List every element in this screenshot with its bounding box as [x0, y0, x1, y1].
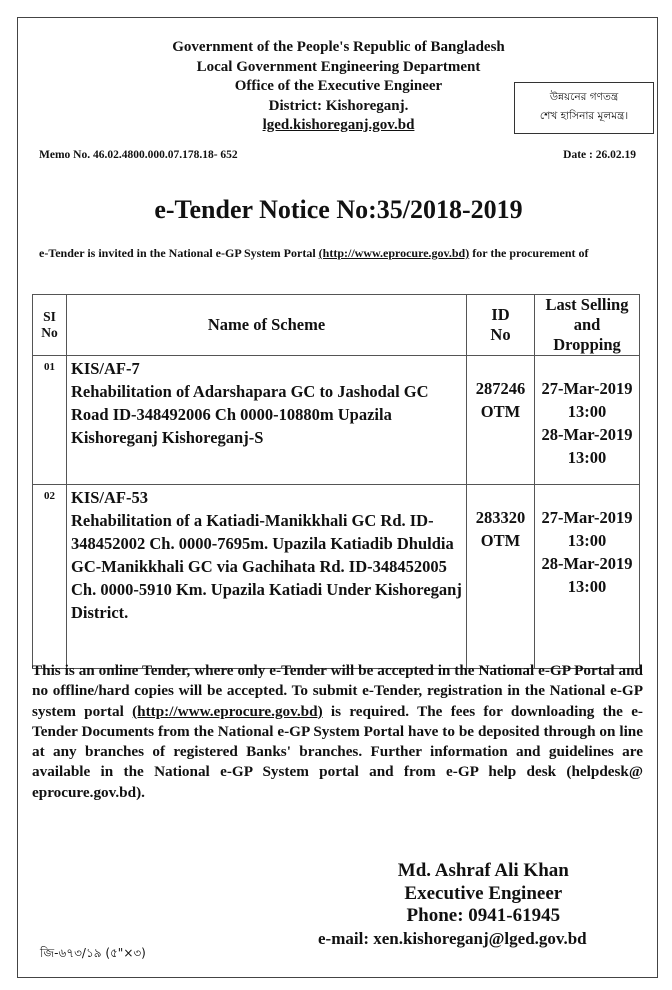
- header-id-line-2: No: [490, 325, 511, 344]
- notice-frame: [17, 17, 658, 978]
- signatory-name: Md. Ashraf Ali Khan: [397, 860, 569, 881]
- instructions-part-2: is required. The fees for downloading the e-Tender Documents from the National e-GP System Portal have to be deposited through on line at any branches of registered Banks' branches. Further information and guidelines are available in the National e-GP System portal and from e-GP help desk (helpdesk@ eprocure.gov.bd).: [32, 702, 643, 801]
- selling-time: 13:00: [567, 402, 607, 421]
- department-name: Local Government Engineering Department: [196, 58, 481, 75]
- notice-title: e-Tender Notice No:35/2018-2019: [154, 195, 523, 224]
- table-header-row: [33, 295, 640, 356]
- row-dates: [535, 485, 640, 669]
- signature-block: [318, 860, 587, 950]
- header-sl-no: [33, 295, 67, 356]
- header-sl-line-2: No: [41, 325, 58, 340]
- tender-method: OTM: [480, 402, 521, 421]
- eprocure-link[interactable]: (http://www.eprocure.gov.bd): [318, 246, 470, 260]
- selling-date: 27-Mar-2019: [541, 508, 633, 527]
- intro-text: [39, 244, 639, 263]
- tender-method: OTM: [480, 531, 521, 550]
- scheme-description: Rehabilitation of a Katiadi-Manikkhali GC Rd. ID-348452002 Ch. 0000-7695m. Upazila Katiadib Dhuldia GC-Manikkhali GC via Gachihata Rd. ID-348452005 Ch. 0000-5910 Km. Upazila Katiadi Under Kishoreganj District.: [71, 511, 462, 622]
- slogan-box: [514, 82, 654, 134]
- memo-number: Memo No. 46.02.4800.000.07.178.18- 652: [39, 149, 238, 161]
- slogan-line-2: শেখ হাসিনার মূলমন্ত্র।: [539, 110, 629, 122]
- intro-after: for the procurement of: [469, 246, 589, 260]
- office-name: Office of the Executive Engineer: [234, 78, 443, 94]
- dropping-date: 28-Mar-2019: [541, 425, 633, 444]
- row-sl: 01: [33, 356, 67, 485]
- header-dates-line-2: Dropping: [553, 335, 621, 354]
- office-website-link[interactable]: lged.kishoreganj.gov.bd: [262, 117, 415, 133]
- header-sl-line-1: SI: [43, 309, 56, 324]
- scheme-description: Rehabilitation of Adarshapara GC to Jashodal GC Road ID-348492006 Ch 0000-10880m Upazila Kishoreganj Kishoreganj-S: [71, 382, 429, 447]
- dropping-time: 13:00: [567, 577, 607, 596]
- government-name: Government of the People's Republic of Bangladesh: [172, 39, 505, 55]
- district-name: District: Kishoreganj.: [268, 97, 409, 114]
- signatory-phone: Phone: 0941-61945: [406, 905, 561, 926]
- tender-instructions: [32, 661, 643, 803]
- row-id: [467, 485, 535, 669]
- slogan-line-1: উন্নয়নের গণতন্ত্র: [549, 91, 619, 103]
- header-scheme: Name of Scheme: [67, 295, 467, 356]
- header-id-line-1: ID: [491, 305, 510, 324]
- eprocure-link-body[interactable]: (http://www.eprocure.gov.bd): [132, 702, 323, 720]
- instructions-part-1: This is an online Tender, where only e-Tender will be accepted in the National e-GP Portal and no offline/hard copies will be accepted. To submit e-Tender, registration in the National e-GP system portal: [32, 662, 643, 720]
- tender-table: [32, 294, 640, 669]
- row-id: [467, 356, 535, 485]
- dropping-time: 13:00: [567, 448, 607, 467]
- intro-before: e-Tender is invited in the National e-GP System Portal: [39, 246, 319, 260]
- header-dates: [535, 295, 640, 356]
- signatory-email[interactable]: e-mail: xen.kishoreganj@lged.gov.bd: [318, 928, 587, 948]
- row-dates: [535, 356, 640, 485]
- table-row: [33, 356, 640, 485]
- scheme-code: KIS/AF-53: [71, 488, 149, 507]
- selling-time: 13:00: [567, 531, 607, 550]
- print-reference: জি-৬৭৩/১৯ (৫"×৩): [40, 946, 146, 960]
- notice-date: Date : 26.02.19: [563, 149, 636, 161]
- scheme-code: KIS/AF-7: [71, 359, 140, 378]
- row-scheme: [67, 485, 467, 669]
- header-dates-line-1: Last Selling and: [545, 295, 629, 334]
- tender-id: 287246: [475, 379, 526, 398]
- signatory-designation: Executive Engineer: [404, 882, 563, 904]
- dropping-date: 28-Mar-2019: [541, 554, 633, 573]
- tender-id: 283320: [475, 508, 526, 527]
- table-row: [33, 485, 640, 669]
- row-sl: 02: [33, 485, 67, 669]
- row-scheme: [67, 356, 467, 485]
- header-id-no: [467, 295, 535, 356]
- selling-date: 27-Mar-2019: [541, 379, 633, 398]
